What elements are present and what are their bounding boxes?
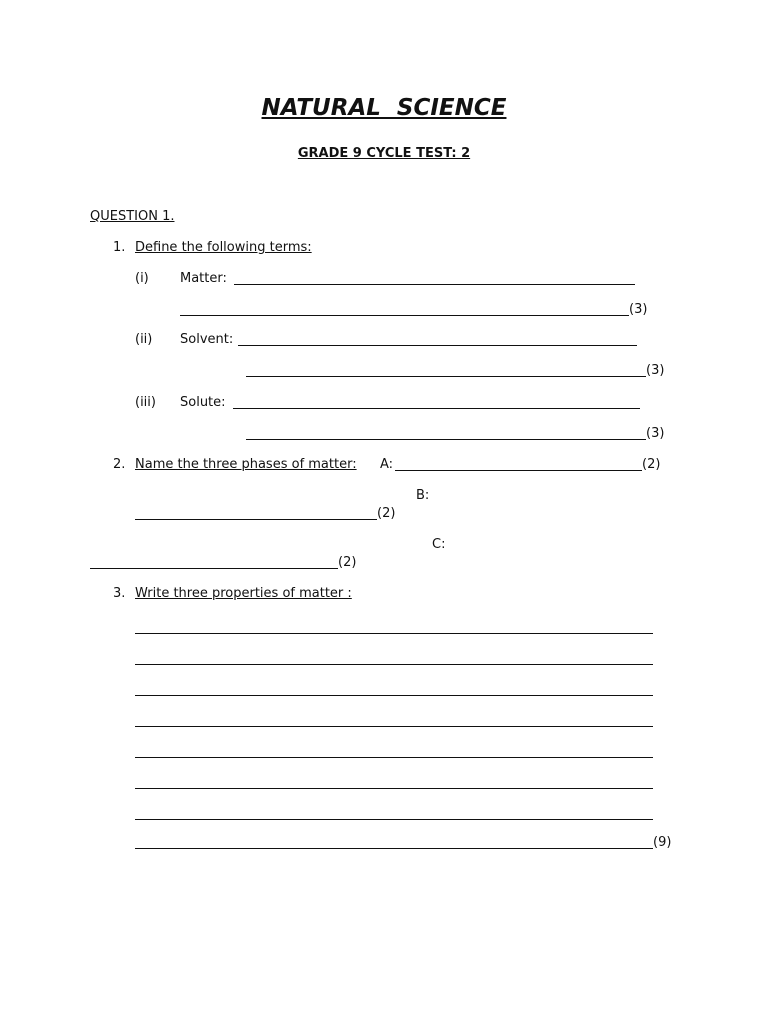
answer-line[interactable] [135, 757, 653, 758]
marks-label: (2) [642, 457, 661, 472]
q2-prompt: Name the three phases of matter: [135, 457, 357, 472]
answer-line[interactable] [234, 284, 635, 285]
page-title: NATURAL SCIENCE [261, 95, 507, 121]
q3-number: 3. [113, 586, 126, 601]
answer-line[interactable] [233, 408, 640, 409]
q2-part-label: C: [432, 537, 446, 552]
answer-line[interactable] [135, 633, 653, 634]
answer-line[interactable] [135, 726, 653, 727]
answer-line[interactable] [135, 695, 653, 696]
q2-part-label: B: [416, 488, 430, 503]
q2-part-label: A: [380, 457, 394, 472]
answer-line[interactable] [246, 376, 646, 377]
page-subtitle: GRADE 9 CYCLE TEST: 2 [297, 146, 471, 161]
q1-item-term: Solvent: [180, 332, 234, 347]
marks-label: (9) [653, 835, 672, 850]
q1-prompt: Define the following terms: [135, 240, 312, 255]
marks-label: (3) [646, 363, 665, 378]
answer-line[interactable] [246, 439, 646, 440]
answer-line[interactable] [135, 848, 653, 849]
q3-prompt: Write three properties of matter : [135, 586, 352, 601]
answer-line[interactable] [395, 470, 642, 471]
q1-item-numeral: (i) [135, 271, 149, 286]
answer-line[interactable] [90, 568, 338, 569]
q2-number: 2. [113, 457, 126, 472]
q1-item-numeral: (iii) [135, 395, 156, 410]
answer-line[interactable] [135, 788, 653, 789]
q1-item-term: Solute: [180, 395, 226, 410]
answer-line[interactable] [238, 345, 637, 346]
answer-line[interactable] [135, 519, 377, 520]
marks-label: (2) [377, 506, 396, 521]
answer-line[interactable] [135, 664, 653, 665]
answer-line[interactable] [135, 819, 653, 820]
q1-item-numeral: (ii) [135, 332, 153, 347]
question-heading: QUESTION 1. [90, 209, 175, 224]
answer-line[interactable] [180, 315, 629, 316]
q1-number: 1. [113, 240, 126, 255]
marks-label: (3) [629, 302, 648, 317]
q1-item-term: Matter: [180, 271, 227, 286]
marks-label: (2) [338, 555, 357, 570]
marks-label: (3) [646, 426, 665, 441]
